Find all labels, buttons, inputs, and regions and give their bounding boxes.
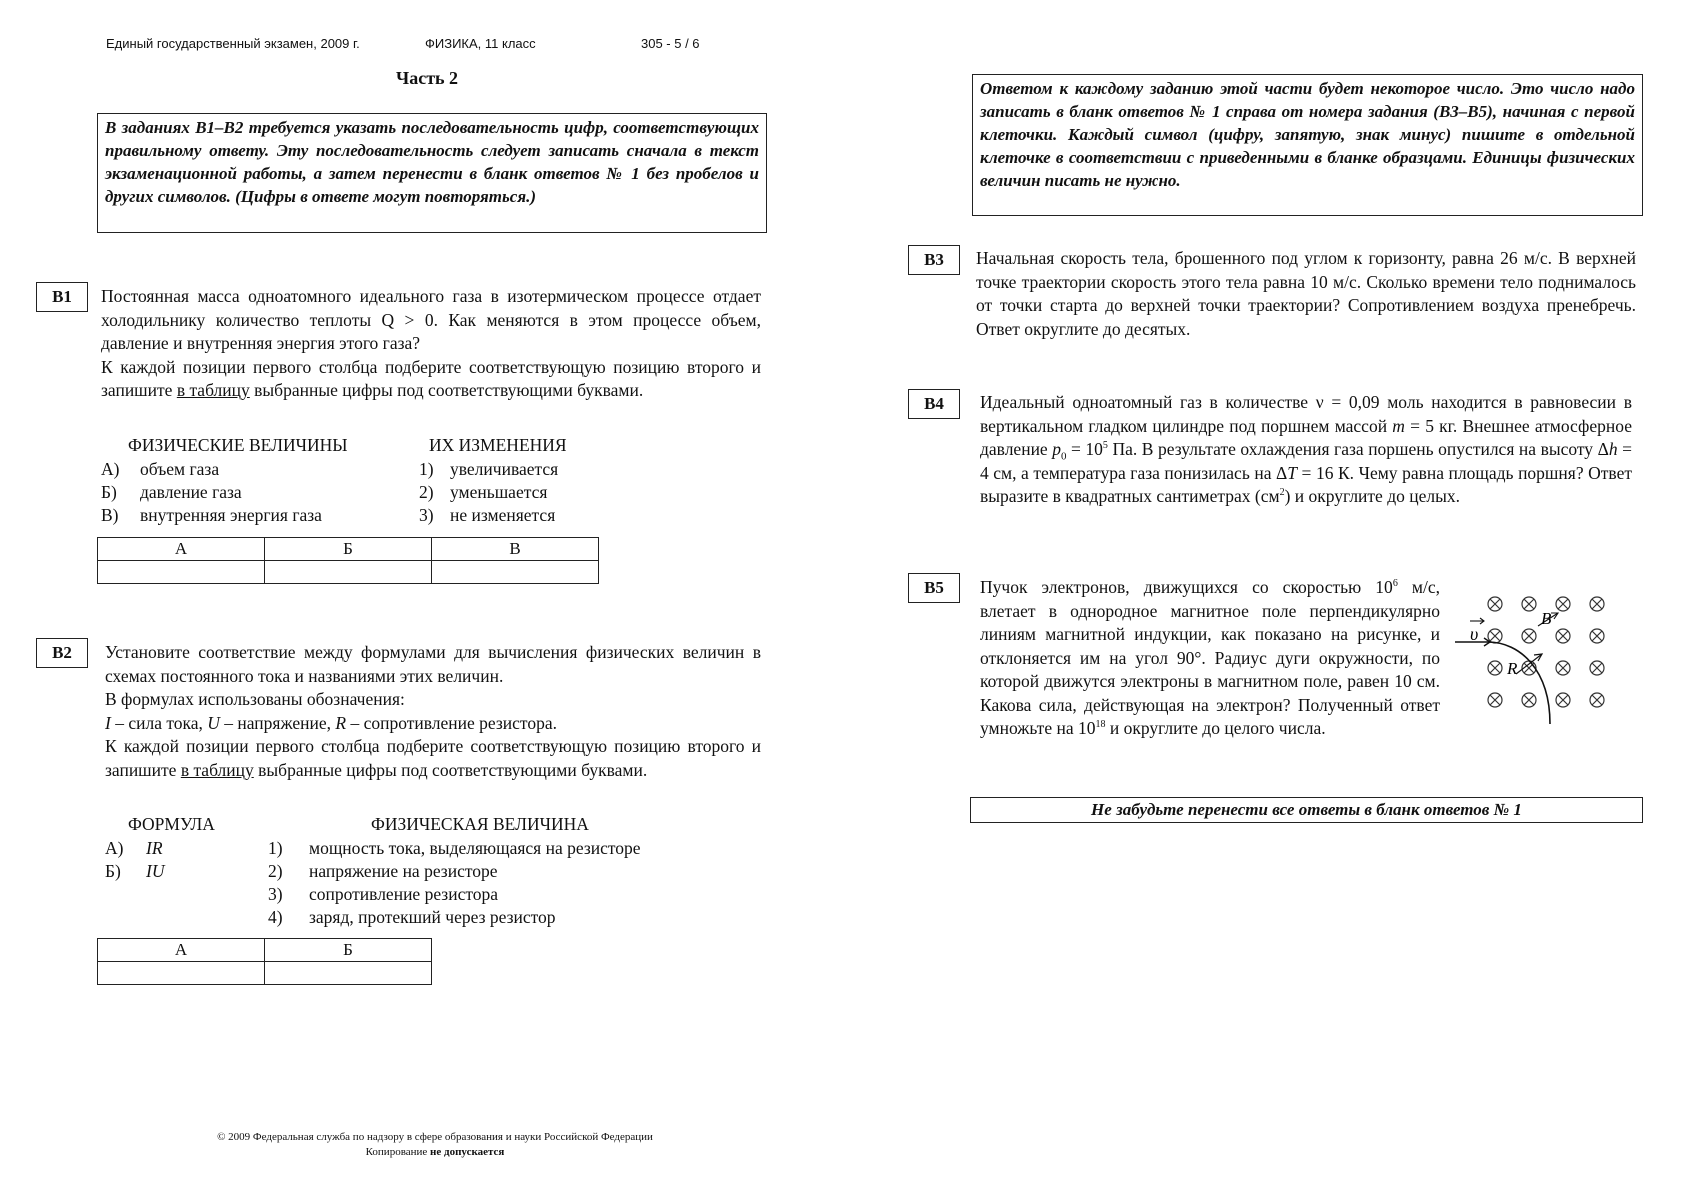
b2-right-item — [268, 837, 641, 860]
table-header-cell: Б — [265, 939, 432, 962]
field-label: B — [1541, 609, 1552, 628]
superscript: 5 — [1102, 440, 1108, 452]
symbol-r: R — [335, 712, 347, 733]
field-cross-icon — [1590, 597, 1604, 611]
footer-bold-text: не допускается — [430, 1146, 505, 1158]
item-text: не изменяется — [450, 505, 556, 525]
b2-left-item — [105, 837, 163, 860]
b5-text: м/с, влетает в однородное магнитное поле перпендикулярно линиям магнитной индукции, как показано на рисунке, и отклоняется им на угол 90°. Радиус дуги окружности, по которой движутся электроны в магнитном поле, равен 10 см. Какова сила, действующая на электрон? Полученный ответ умножьте на 10 — [980, 577, 1440, 738]
b1-text-1: Постоянная масса одноатомного идеального газа в изотермическом процессе отдает холодильнику количество теплоты Q > 0. Как меняются в этом процессе объем, давление и внутренняя энергия этого газа? — [101, 286, 761, 353]
b2-text-1: Установите соответствие между формулами для вычисления физических величин в схемах постоянного тока и названиями этих величин. — [105, 642, 761, 686]
answer-cell[interactable] — [265, 561, 432, 584]
b2-question — [105, 641, 761, 782]
item-key: 3) — [268, 884, 283, 904]
table-header-row — [98, 538, 599, 561]
symbol-i: I — [105, 712, 111, 733]
answer-cell[interactable] — [98, 561, 265, 584]
b1-question — [101, 285, 761, 403]
item-key: 2) — [419, 482, 434, 502]
instruction-box-left: В заданиях В1–В2 требуется указать последовательность цифр, соответствующих правильному ответу. Эту последовательность следует записать сначала в текст экзаменационной работы, а затем перенести в бланк ответов № 1 без пробелов и других символов. (Цифры в ответе могут повторяться.) — [97, 113, 767, 233]
b2-col1-header: ФОРМУЛА — [128, 814, 215, 834]
legend-text: – сопротивление резистора. — [346, 712, 557, 733]
table-header-cell: В — [432, 538, 599, 561]
superscript: 2 — [1279, 487, 1285, 499]
field-cross-icon — [1556, 597, 1570, 611]
symbol-h: h — [1608, 439, 1618, 459]
b2-right-item — [268, 860, 498, 883]
radius-label: R — [1507, 659, 1518, 678]
radius-arrow-icon — [1516, 654, 1542, 674]
b2-text-3 — [105, 735, 761, 782]
item-key: А) — [101, 459, 120, 479]
item-text: заряд, протекший через резистор — [309, 907, 556, 927]
b4-text: Па. В результате охлаждения газа поршень опустился на высоту Δ — [1107, 439, 1609, 459]
answer-cell[interactable] — [432, 561, 599, 584]
b2-table-link: в таблицу — [180, 759, 254, 780]
b4-question — [980, 391, 1632, 509]
b4-text: = 5 кг. Внешнее атмосферное давление — [980, 415, 1632, 459]
b1-col1-header: ФИЗИЧЕСКИЕ ВЕЛИЧИНЫ — [128, 435, 348, 455]
b4-text: = 16 К. Чему равна площадь поршня? Ответ выразите в квадратных сантиметрах (см — [980, 462, 1632, 506]
answer-cell[interactable] — [98, 962, 265, 985]
b4-text: ) и округлите до целых. — [1284, 486, 1460, 506]
legend-text: – сила тока, — [110, 712, 208, 733]
b5-text: Пучок электронов, движущихся со скоростью 10 — [980, 577, 1393, 597]
part-title: Часть 2 — [396, 68, 459, 88]
answer-cell[interactable] — [265, 962, 432, 985]
b2-right-item — [268, 883, 499, 906]
b2-left-item — [105, 860, 165, 883]
b5-question — [980, 576, 1440, 741]
velocity-label: υ — [1470, 624, 1479, 644]
b1-answer-table — [97, 537, 599, 584]
task-label-b3: В3 — [908, 245, 960, 275]
b2-text-3b: выбранные цифры под соответствующими буквами. — [253, 759, 648, 780]
item-key: 3) — [419, 505, 434, 525]
b1-right-item — [419, 481, 548, 504]
table-answer-row — [98, 561, 599, 584]
item-text: напряжение на резисторе — [309, 861, 498, 881]
item-key: А) — [105, 838, 124, 858]
footer-copyright: © 2009 Федеральная служба по надзору в сфере образования и науки Российской Федерации — [217, 1131, 653, 1143]
field-cross-icon — [1488, 661, 1502, 675]
reminder-box: Не забудьте перенести все ответы в бланк ответов № 1 — [970, 797, 1643, 823]
field-cross-icon — [1488, 597, 1502, 611]
item-key: 4) — [268, 907, 283, 927]
b1-table-link: в таблицу — [176, 380, 250, 400]
table-header-cell: Б — [265, 538, 432, 561]
footer-text: Копирование — [365, 1146, 431, 1158]
item-formula: IR — [146, 838, 163, 858]
b4-text: = 10 — [1066, 439, 1103, 459]
magnetic-field-figure — [1450, 588, 1610, 728]
page-number: 305 - 5 / 6 — [641, 36, 700, 51]
item-key: 1) — [419, 459, 434, 479]
item-formula: IU — [146, 861, 165, 881]
task-label-b4: В4 — [908, 389, 960, 419]
item-text: давление газа — [140, 482, 242, 502]
b1-left-item — [101, 481, 242, 504]
b1-right-item — [419, 458, 559, 481]
b2-right-item — [268, 906, 556, 929]
item-text: уменьшается — [450, 482, 548, 502]
superscript: 18 — [1095, 719, 1106, 731]
exam-title: Единый государственный экзамен, 2009 г. — [106, 36, 360, 51]
item-text: сопротивление резистора — [309, 884, 499, 904]
item-text: объем газа — [140, 459, 220, 479]
field-cross-icon — [1590, 629, 1604, 643]
field-cross-icon — [1590, 693, 1604, 707]
field-cross-icon — [1590, 661, 1604, 675]
b2-answer-table — [97, 938, 432, 985]
subscript: 0 — [1060, 450, 1067, 463]
b1-col2-header: ИХ ИЗМЕНЕНИЯ — [429, 435, 567, 455]
symbol-t: T — [1287, 462, 1298, 483]
b4-text: Идеальный одноатомный газ в количестве ν = 0,09 моль находится в равновесии в вертикальном гладком цилиндре под поршнем массой — [980, 392, 1632, 436]
b4-text: = 4 см, а температура газа понизилась на Δ — [980, 439, 1632, 483]
field-cross-icon — [1488, 629, 1502, 643]
b2-legend — [105, 712, 761, 736]
b1-left-item — [101, 504, 322, 527]
legend-text: – напряжение, — [219, 712, 336, 733]
table-header-row — [98, 939, 432, 962]
field-cross-icon — [1488, 693, 1502, 707]
item-key: 1) — [268, 838, 283, 858]
superscript: 6 — [1392, 578, 1398, 590]
b5-text: и округлите до целого числа. — [1105, 718, 1326, 738]
b1-right-item — [419, 504, 556, 527]
item-text: внутренняя энергия газа — [140, 505, 322, 525]
table-header-cell: А — [98, 939, 265, 962]
task-label-b1: В1 — [36, 282, 88, 312]
field-cross-icon — [1556, 661, 1570, 675]
symbol-p: p — [1052, 439, 1061, 459]
symbol-m: m — [1392, 415, 1405, 436]
subject: ФИЗИКА, 11 класс — [425, 36, 536, 51]
table-answer-row — [98, 962, 432, 985]
field-cross-icon — [1522, 693, 1536, 707]
b1-text-2b: выбранные цифры под соответствующими буквами. — [249, 380, 644, 400]
item-text: увеличивается — [450, 459, 559, 479]
item-key: Б) — [101, 482, 117, 502]
b2-col2-header: ФИЗИЧЕСКАЯ ВЕЛИЧИНА — [371, 814, 589, 834]
b3-question: Начальная скорость тела, брошенного под углом к горизонту, равна 26 м/с. В верхней точке траектории скорость этого тела равна 10 м/с. Сколько времени тело поднималось от точки старта до верхней точки траектории? Сопротивлением воздуха пренебречь. Ответ округлите до десятых. — [976, 248, 1636, 339]
task-label-b5: В5 — [908, 573, 960, 603]
field-cross-icon — [1556, 693, 1570, 707]
item-key: Б) — [105, 861, 121, 881]
symbol-u: U — [207, 712, 220, 733]
item-text: мощность тока, выделяющаяся на резисторе — [309, 838, 641, 858]
b1-text-2 — [101, 356, 761, 403]
instruction-box-right: Ответом к каждому заданию этой части будет некоторое число. Это число надо записать в бланк ответов № 1 справа от номера задания (В3–В5), начиная с первой клеточки. Каждый символ (цифру, запятую, знак минус) пишите в отдельной клеточке в соответствии с приведенными в бланке образцами. Единицы физических величин писать не нужно. — [972, 74, 1643, 216]
task-label-b2: В2 — [36, 638, 88, 668]
b2-text-3a: К каждой позиции первого столбца подберите соответствующую позицию второго и запишите — [105, 736, 761, 780]
b1-text-2a: К каждой позиции первого столбца подберите соответствующую позицию второго и запишите — [101, 356, 761, 400]
item-key: В) — [101, 505, 119, 525]
b1-left-item — [101, 458, 220, 481]
item-key: 2) — [268, 861, 283, 881]
field-cross-icon — [1556, 629, 1570, 643]
footer-copy-note — [150, 1146, 720, 1158]
field-cross-icon — [1522, 597, 1536, 611]
table-header-cell: А — [98, 538, 265, 561]
b2-text-2: В формулах использованы обозначения: — [105, 689, 405, 709]
b-vector-arrowhead-icon — [1551, 613, 1558, 619]
field-cross-icon — [1522, 629, 1536, 643]
